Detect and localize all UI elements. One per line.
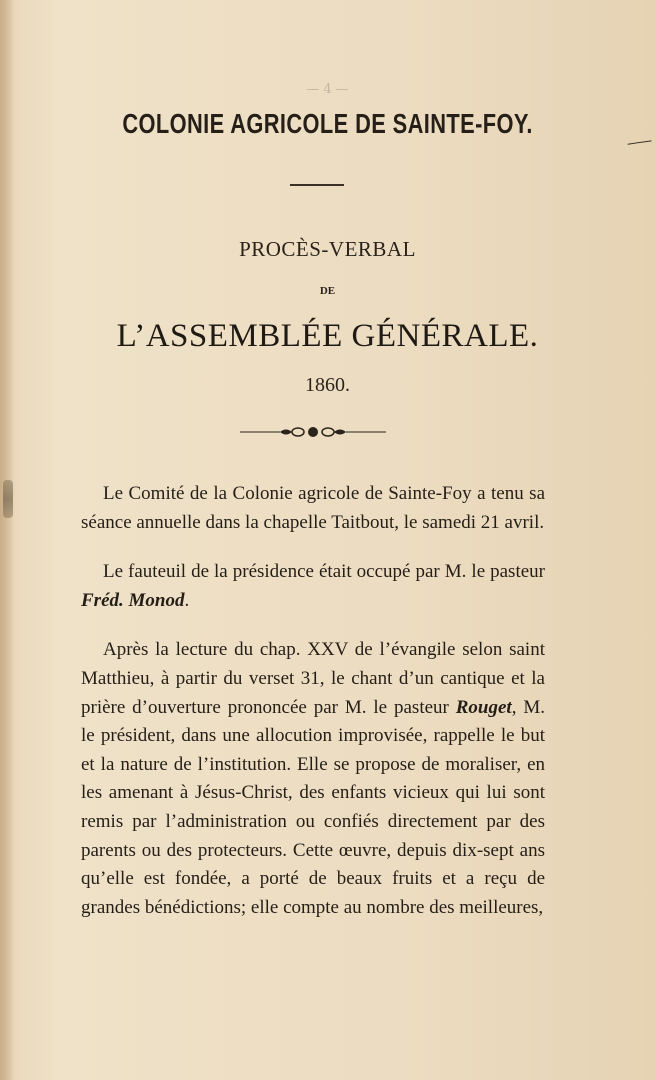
paragraph-2 [81,558,545,615]
page-title: COLONIE AGRICOLE DE SAINTE-FOY. [122,108,533,139]
heading-de: DE [319,285,336,297]
heading-assemblee: L’ASSEMBLÉE GÉNÉRALE. [116,318,539,354]
heading-proces-verbal: PROCÈS-VERBAL [239,237,416,261]
pastor-name: Rouget [455,696,512,718]
year: 1860. [305,374,350,396]
paragraph-3-text-b: , M. le président, dans une allocution improvisée, rappelle le but et la nature de l’institution. Elle se propose de moraliser, en les amenant à Jésus-Christ, des enfants vicieux qui lui sont remis par l’administration ou confiés directement par des parents ou des protecteurs. Cette œuvre, depuis dix-sept ans qu’elle est fondée, a porté de beaux fruits et a reçu de grandes bénédictions; elle compte au nombre des meilleures, [81,696,545,918]
page-binding-shadow [0,0,14,1080]
paragraph-3 [81,636,545,922]
title-rule [290,184,344,186]
paragraph-3-text-a: Après la lecture du chap. XXV de l’évangile selon saint Matthieu, à partir du verset 31, le chant d’un cantique et la prière d’ouverture prononcée par M. le pasteur [81,639,545,718]
paragraph-1: Le Comité de la Colonie agricole de Sainte-Foy a tenu sa séance annuelle dans la chapelle Taitbout, le samedi 21 avril. [81,483,545,533]
body-text [81,480,545,922]
paragraph-2-end: . [184,589,190,611]
paragraph-2-text: Le fauteuil de la présidence était occupé par M. le pasteur [103,561,545,583]
president-name: Fréd. Monod [81,589,185,611]
ornamental-divider-icon [240,424,386,440]
page-number: — 4 — [306,82,349,97]
binding-stain [3,480,13,518]
